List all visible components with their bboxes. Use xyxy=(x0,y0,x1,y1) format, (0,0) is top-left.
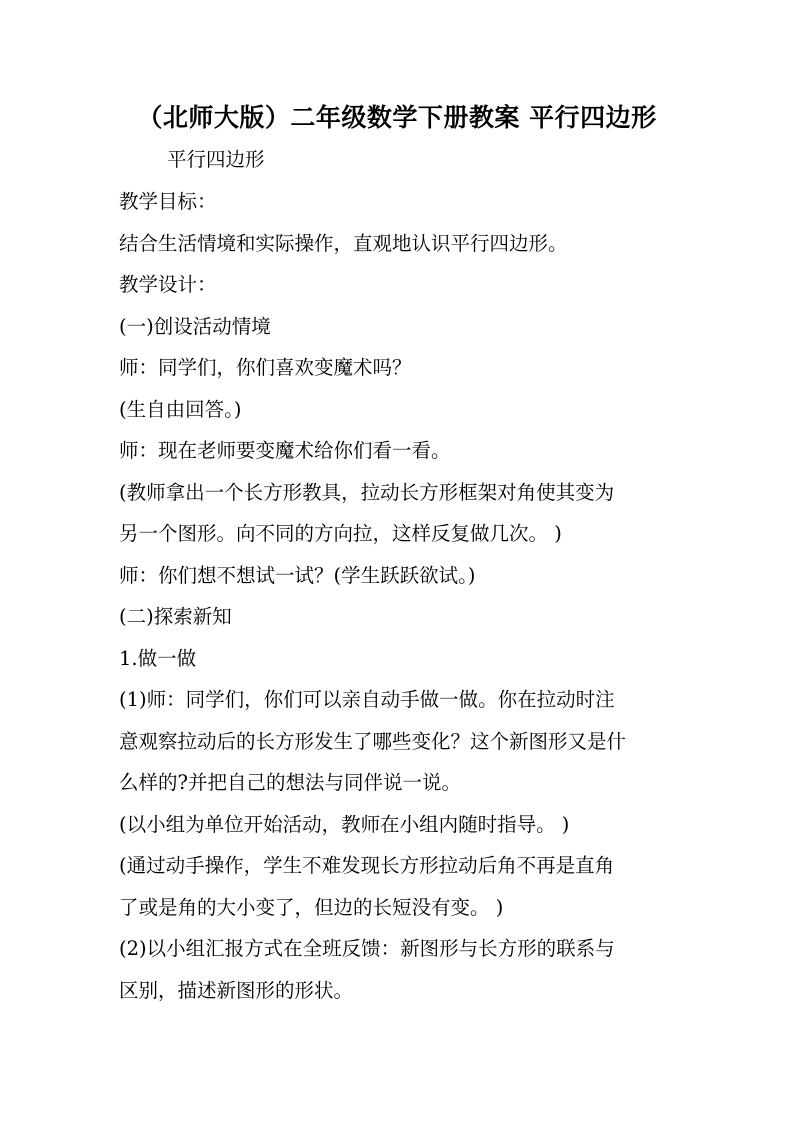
paragraph-line: (教师拿出一个长方形教具，拉动长方形框架对角使其变为 xyxy=(119,481,615,504)
paragraph-line: 教学设计： xyxy=(119,273,217,296)
paragraph-line: (通过动手操作，学生不难发现长方形拉动后角不再是直角 xyxy=(119,854,615,877)
paragraph-line: (生自由回答。) xyxy=(119,398,242,421)
document-subtitle: 平行四边形 xyxy=(167,148,265,171)
paragraph-line: 师：同学们，你们喜欢变魔术吗？ xyxy=(119,356,412,379)
paragraph-line: 了或是角的大小变了，但边的长短没有变。 ) xyxy=(119,896,504,919)
paragraph-line: (1)师：同学们，你们可以亲自动手做一做。你在拉动时注 xyxy=(119,688,615,711)
paragraph-line: (二)探索新知 xyxy=(119,605,232,628)
paragraph-line: 么样的?并把自己的想法与同伴说一说。 xyxy=(119,771,461,794)
paragraph-line: (一)创设活动情境 xyxy=(119,315,271,338)
paragraph-line: 结合生活情境和实际操作，直观地认识平行四边形。 xyxy=(119,232,568,255)
paragraph-line: (2)以小组汇报方式在全班反馈：新图形与长方形的联系与 xyxy=(119,937,615,960)
paragraph-line: 另一个图形。向不同的方向拉，这样反复做几次。 ) xyxy=(119,522,562,545)
paragraph-line: 1.做一做 xyxy=(119,647,197,670)
paragraph-line: (以小组为单位开始活动，教师在小组内随时指导。 ) xyxy=(119,813,570,836)
paragraph-line: 师：现在老师要变魔术给你们看一看。 xyxy=(119,439,451,462)
document-title: （北师大版）二年级数学下册教案 平行四边形 xyxy=(137,103,657,132)
paragraph-line: 教学目标： xyxy=(119,190,217,213)
paragraph-line: 区别，描述新图形的形状。 xyxy=(119,979,354,1002)
paragraph-line: 师：你们想不想试一试？(学生跃跃欲试。) xyxy=(119,564,476,587)
paragraph-line: 意观察拉动后的长方形发生了哪些变化？这个新图形又是什 xyxy=(119,730,627,753)
